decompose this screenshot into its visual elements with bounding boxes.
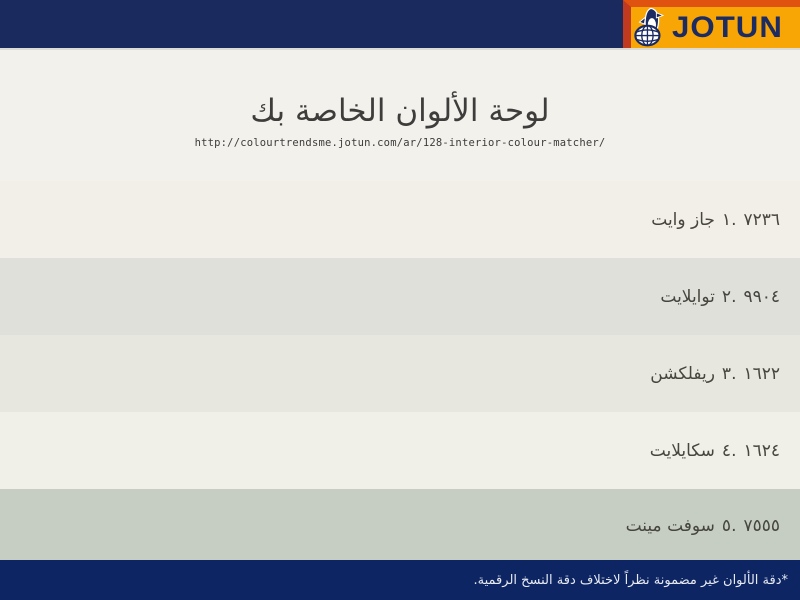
colour-swatch-row[interactable] [0,489,800,562]
colour-code: ١٦٢٤ [743,440,780,461]
palette-share-url: http://colourtrendsme.jotun.com/ar/128-interior-colour-matcher/ [194,137,606,150]
colour-list-number: ١. [721,209,737,230]
colour-swatch-row[interactable] [0,181,800,258]
colour-name: توايلايت [660,286,715,307]
colour-swatch-row[interactable] [0,335,800,412]
colour-name: جاز وايت [651,209,715,230]
footer-bar [0,560,800,600]
colour-list-number: ٤. [721,440,737,461]
colour-code: ٩٩٠٤ [743,286,780,307]
colour-list-number: ٣. [721,363,737,384]
colour-code: ٧٥٥٥ [743,515,780,536]
colour-code: ٧٢٣٦ [743,209,780,230]
intro-section [0,50,800,181]
colour-swatch-row[interactable] [0,412,800,489]
header-bar [0,0,800,50]
colour-accuracy-disclaimer: *دقة الألوان غير مضمونة نظراً لاختلاف دقة النسخ الرقمية. [473,572,788,588]
jotun-wordmark: JOTUN [672,10,783,44]
colour-list-number: ٥. [721,515,737,536]
colour-name: سوفت مينت [625,515,715,536]
colour-list-number: ٢. [721,286,737,307]
colour-swatch-row[interactable] [0,258,800,335]
colour-code: ١٦٢٢ [743,363,780,384]
colour-name: ريفلكشن [650,363,715,384]
jotun-logo[interactable] [623,0,800,48]
colour-swatch-list [0,181,800,562]
colour-name: سكايلايت [649,440,715,461]
page-title: لوحة الألوان الخاصة بك [250,93,550,129]
jotun-penguin-globe-icon [633,7,669,48]
